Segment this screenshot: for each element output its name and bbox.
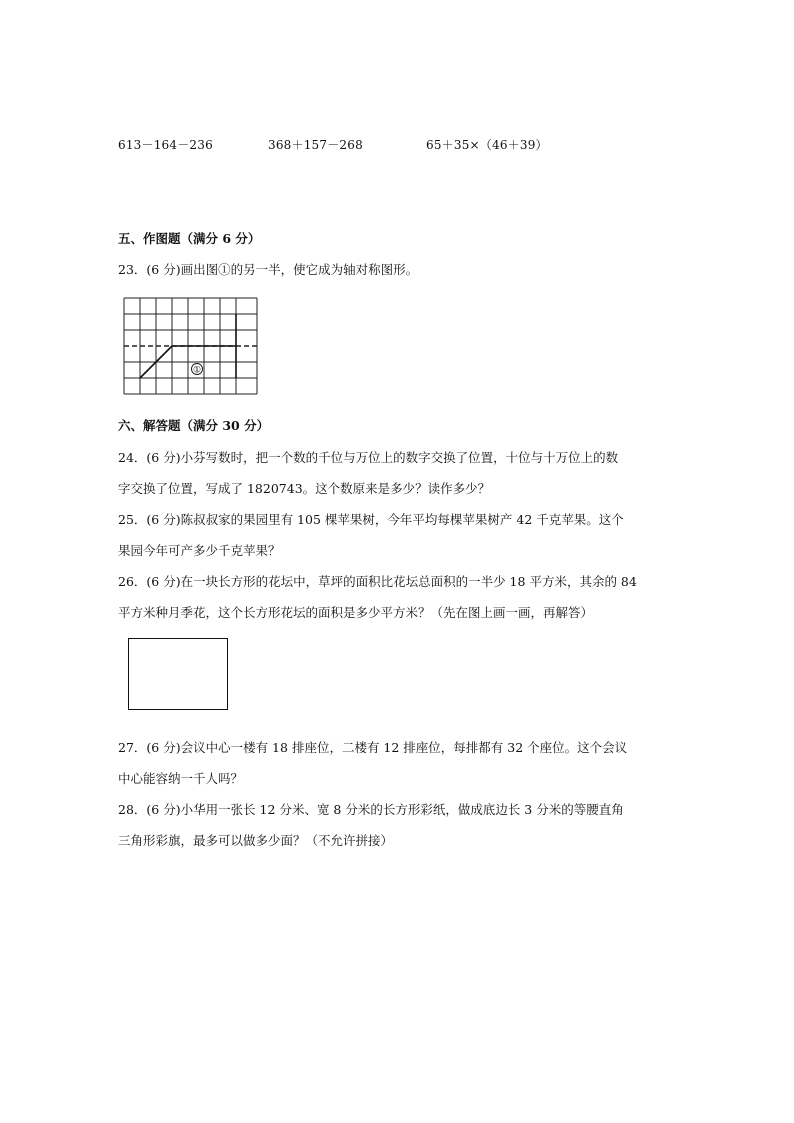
question-27-line1: 27．(6 分)会议中心一楼有 18 排座位，二楼有 12 排座位，每排都有 32 个座位。这个会议 xyxy=(118,740,628,755)
question-25-line2: 果园今年可产多少千克苹果？ xyxy=(118,543,281,558)
question-25-line1: 25．(6 分)陈叔叔家的果园里有 105 棵苹果树，今年平均每棵苹果树产 42 千克苹果。这个 xyxy=(118,512,624,527)
question-27-line2: 中心能容纳一千人吗？ xyxy=(118,771,244,786)
question-24-line1: 24．(6 分)小芬写数时，把一个数的千位与万位上的数字交换了位置，十位与十万位上的数 xyxy=(118,450,619,465)
expression-1: 613－164－236 xyxy=(118,138,213,152)
question-28-line2: 三角形彩旗，最多可以做多少面？（不允许拼接） xyxy=(118,833,394,848)
figure-label: ① xyxy=(192,365,202,376)
section5-heading: 五、作图题（满分 6 分） xyxy=(118,231,261,246)
section6-heading: 六、解答题（满分 30 分） xyxy=(118,418,270,433)
question-26-line1: 26．(6 分)在一块长方形的花坛中，草坪的面积比花坛总面积的一半少 18 平方米，其余的 84 xyxy=(118,574,637,589)
expression-3: 65＋35×（46＋39） xyxy=(426,138,548,152)
expression-2: 368＋157－268 xyxy=(268,138,363,152)
grid-figure xyxy=(123,297,259,395)
question-24-line2: 字交换了位置，写成了 1820743。这个数原来是多少？读作多少？ xyxy=(118,481,491,496)
flowerbed-rectangle xyxy=(128,638,228,710)
question-28-line1: 28．(6 分)小华用一张长 12 分米、宽 8 分米的长方形彩纸，做成底边长 3 分米的等腰直角 xyxy=(118,802,624,817)
question-23: 23．(6 分)画出图①的另一半，使它成为轴对称图形。 xyxy=(118,262,419,277)
question-26-line2: 平方米种月季花，这个长方形花坛的面积是多少平方米？（先在图上画一画，再解答） xyxy=(118,605,594,620)
